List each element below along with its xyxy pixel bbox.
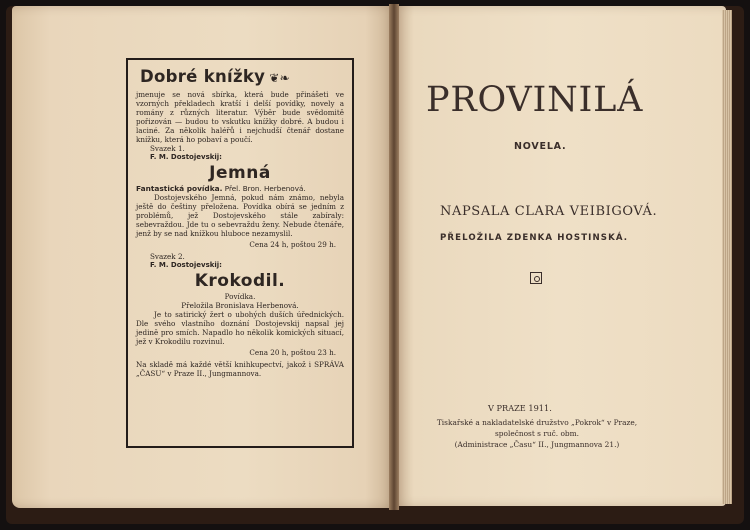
volume-2-subtitle: Povídka. <box>224 292 256 301</box>
ad-title-text: Dobré knížky <box>140 67 266 86</box>
volume-1-subtitle: Fantastická povídka. <box>136 184 223 193</box>
volume-2-translator: Přeložila Bronislava Herbenová. <box>181 301 299 310</box>
publisher-line-3: (Administrace „Času“ II., Jungmannova 21.) <box>454 440 620 449</box>
page-edges <box>722 10 732 504</box>
ad-title <box>140 68 344 87</box>
volume-2-description: Je to satirický žert o ubohých duších úřednických. Dle svého vlastního doznání Dostojevskij napsal jej jedině pro smích. Napadlo ho několik komických situací, jež v Krokodilu rozvinul. <box>136 310 344 346</box>
book-genre: NOVELA. <box>514 141 567 152</box>
flower-ornament-icon: ❦❧ <box>269 71 290 85</box>
volume-1-subtitle-row <box>136 184 344 193</box>
volume-2-author: F. M. Dostojevskij: <box>150 261 222 269</box>
book-author: NAPSALA CLARA VEIBIGOVÁ. <box>440 204 658 219</box>
book-gutter <box>389 4 399 510</box>
volume-1-translator: Přel. Bron. Herbenová. <box>224 184 306 193</box>
volume-2-price: Cena 20 h, poštou 23 h. <box>249 348 336 357</box>
volume-1-label: Svazek 1. <box>150 144 185 153</box>
book-title: PROVINILÁ <box>426 80 644 120</box>
publisher-imprint <box>412 417 662 450</box>
ad-footer: Na skladě má každé větší knihkupectví, jakož i SPRÁVA „ČASU“ v Praze II., Jungmannova. <box>136 360 344 378</box>
volume-1-price: Cena 24 h, poštou 29 h. <box>249 240 336 249</box>
publisher-line-1: Tiskařské a nakladatelské družstvo „Pokrok“ v Praze, <box>436 418 638 427</box>
advertisement-box <box>126 58 354 448</box>
place-year: V PRAZE 1911. <box>488 403 552 413</box>
ad-intro: jmenuje se nová sbírka, která bude přinášeti ve vzorných překladech kratší i delší povídky, novely a romány z různých literatur. Výběr bude svědomitě pořizován — budou to vskutku knížky dobré. A budou i laciné. Za několik haléřů i nejchudší čtenář dostane knížku, která ho pobaví a poučí. <box>136 90 344 144</box>
volume-1-title: Jemná <box>209 163 271 183</box>
printer-ornament-icon <box>530 272 542 284</box>
volume-2-label: Svazek 2. <box>150 252 185 261</box>
publisher-line-2: společnost s ruč. obm. <box>495 429 579 438</box>
volume-1-description: Dostojevského Jemná, pokud nám známo, nebyla ještě do češtiny přeložena. Povídka obírá se jedním z problémů, jež Dostojevského stále zabíraly: sebevraždou. Jde tu o sebevraždu ženy. Nebude čtenáře, jenž by se nad knížkou hluboce nezamyslil. <box>136 193 344 238</box>
volume-1-author: F. M. Dostojevskij: <box>150 153 222 161</box>
volume-2-title: Krokodil. <box>194 271 286 291</box>
book-translator: PŘELOŽILA ZDENKA HOSTINSKÁ. <box>440 233 629 243</box>
